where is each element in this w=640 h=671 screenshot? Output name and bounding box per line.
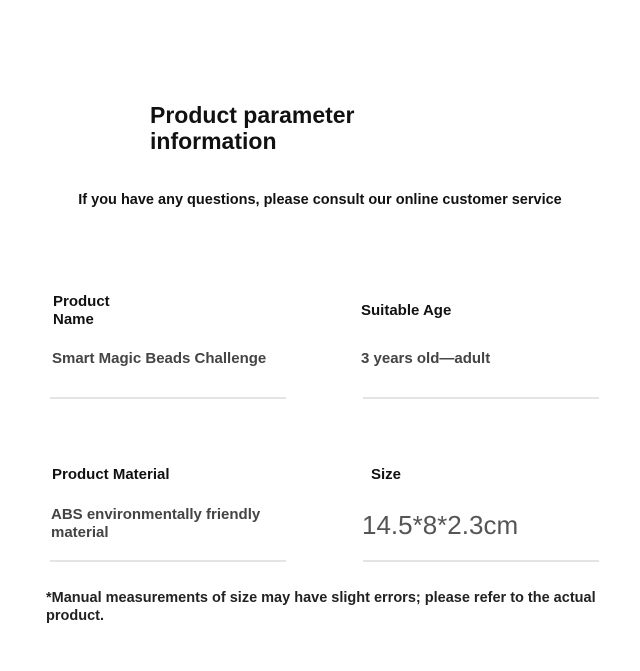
suitable-age-value: 3 years old—adult — [361, 350, 491, 367]
size-value: 14.5*8*2.3cm — [362, 510, 519, 540]
size-divider — [363, 560, 599, 562]
product-material-value: ABS environmentally friendly material — [51, 506, 261, 541]
product-name-value: Smart Magic Beads Challenge — [52, 350, 267, 367]
size-label: Size — [371, 466, 402, 483]
page-title: Product parameter information — [150, 102, 355, 154]
footnote: *Manual measurements of size may have slight errors; please refer to the actual product. — [46, 590, 596, 624]
product-material-label: Product Material — [52, 466, 170, 483]
suitable-age-label: Suitable Age — [361, 302, 452, 319]
suitable-age-divider — [363, 397, 599, 399]
product-name-label: Product Name — [53, 293, 110, 328]
product-material-divider — [50, 560, 286, 562]
page-subtitle: If you have any questions, please consult our online customer service — [78, 192, 562, 208]
product-name-divider — [50, 397, 286, 399]
